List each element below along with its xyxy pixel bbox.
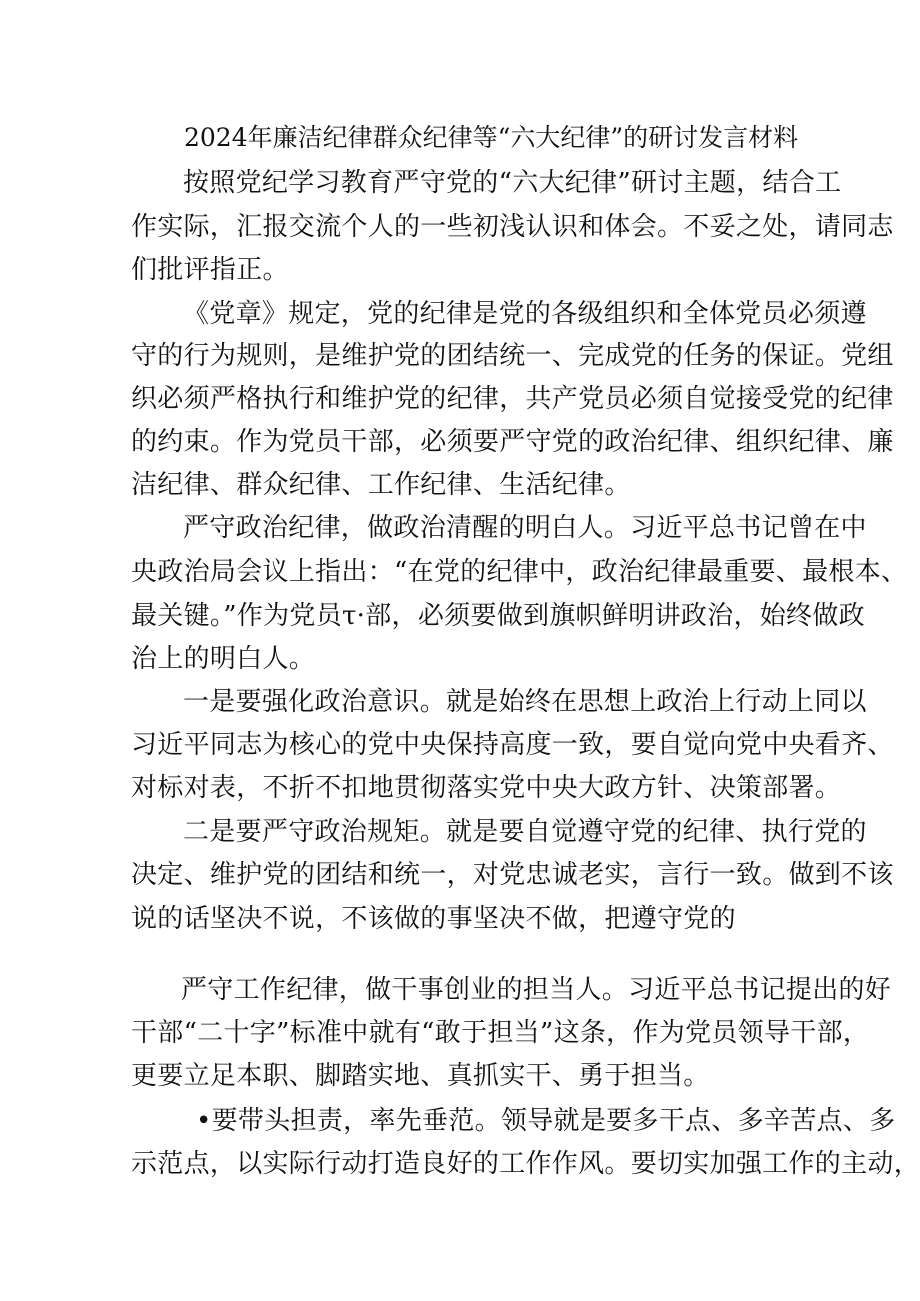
paragraph-4-line-1: 一是要强化政治意识。就是始终在思想上政治上行动上同以 <box>183 687 867 717</box>
document-title: 2024年廉洁纪律群众纪律等“六大纪律”的研讨发言材料 <box>184 123 799 152</box>
paragraph-3-line-3: 最关键。”作为党员τ·部，必须要做到旗帜鲜明讲政治，始终做政 <box>131 601 865 631</box>
paragraph-6-line-1: 严守工作纪律，做干事创业的担当人。习近平总书记提出的好 <box>181 975 892 1005</box>
paragraph-5-line-1: 二是要严守政治规矩。就是要自觉遵守党的纪律、执行党的 <box>183 817 867 847</box>
paragraph-2-line-3: 织必须严格执行和维护党的纪律，共产党员必须自觉接受党的纪律 <box>131 384 894 414</box>
paragraph-2-line-1: 《党章》规定，党的纪律是党的各级组织和全体党员必须遵 <box>183 299 867 329</box>
paragraph-5-line-3: 说的话坚决不说，不该做的事坚决不做，把遵守党的 <box>131 904 736 934</box>
paragraph-2-line-2: 守的行为规则，是维护党的团结统一、完成党的任务的保证。党组 <box>131 341 894 371</box>
paragraph-3-line-4: 治上的明白人。 <box>131 644 316 674</box>
paragraph-4-line-3: 对标对表，不折不扣地贯彻落实党中央大政方针、决策部署。 <box>131 773 842 803</box>
paragraph-3-line-1: 严守政治纪律，做政治清醒的明白人。习近平总书记曾在中 <box>183 513 867 543</box>
paragraph-4-line-2: 习近平同志为核心的党中央保持高度一致，要自觉向党中央看齐、 <box>131 730 894 760</box>
paragraph-5-line-2: 决定、维护党的团结和统一，对党忠诚老实，言行一致。做到不该 <box>131 860 894 890</box>
paragraph-2-line-5: 洁纪律、群众纪律、工作纪律、生活纪律。 <box>131 470 631 500</box>
paragraph-1-line-1: 按照党纪学习教育严守党的“六大纪律”研讨主题，结合工 <box>183 168 842 198</box>
paragraph-1-line-2: 作实际，汇报交流个人的一些初浅认识和体会。不妥之处，请同志 <box>131 212 894 242</box>
paragraph-3-line-2: 央政治局会议上指出：“在党的纪律中，政治纪律最重要、最根本、 <box>131 557 908 587</box>
paragraph-1-line-3: 们批评指正。 <box>131 255 289 285</box>
paragraph-7-line-2: 示范点，以实际行动打造良好的工作作风。要切实加强工作的主动， <box>131 1149 920 1179</box>
paragraph-6-line-3: 更要立足本职、脚踏实地、真抓实干、勇于担当。 <box>131 1061 710 1091</box>
paragraph-7-line-1: •要带头担责，率先垂范。领导就是要多干点、多辛苦点、多 <box>196 1106 896 1136</box>
paragraph-2-line-4: 的约束。作为党员干部，必须要严守党的政治纪律、组织纪律、廉 <box>131 427 894 457</box>
paragraph-6-line-2: 干部“二十字”标准中就有“敢于担当”这条，作为党员领导干部， <box>131 1018 870 1048</box>
